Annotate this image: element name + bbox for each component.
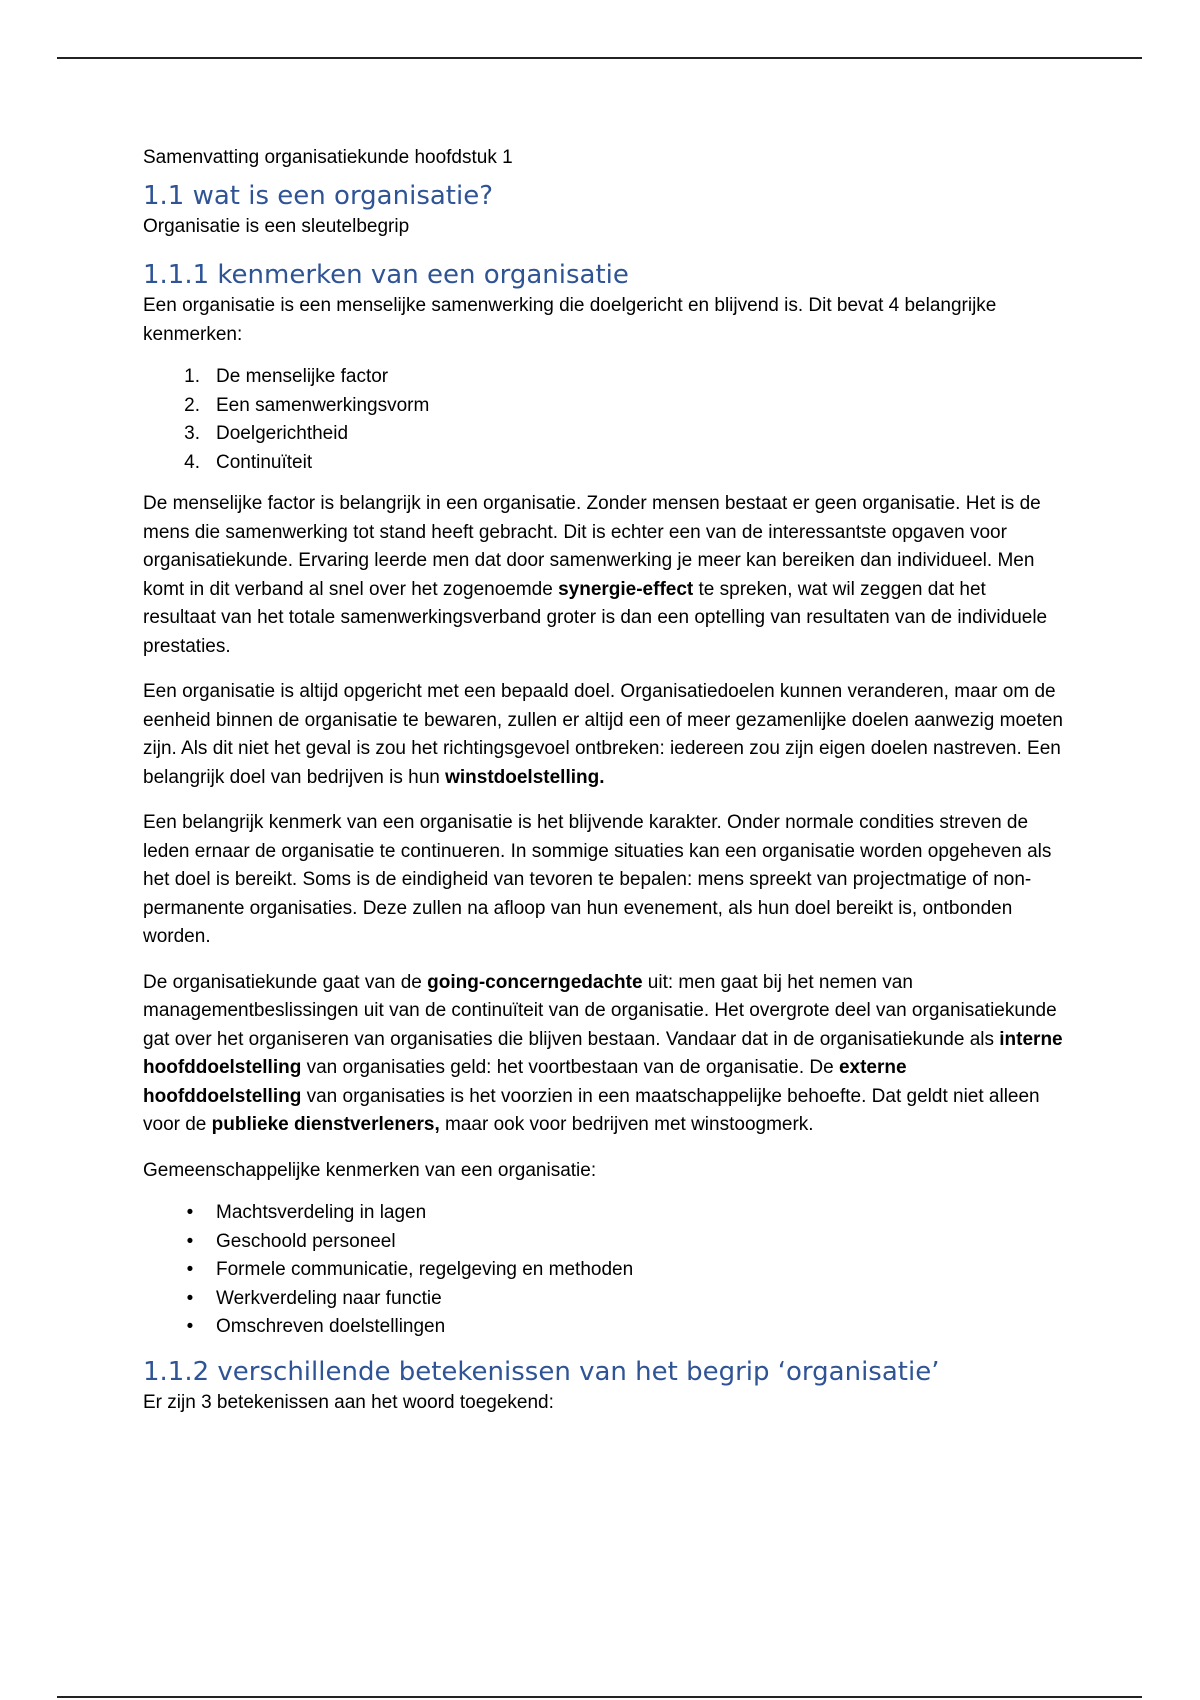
list-item [143, 420, 1063, 449]
list-number: 4. [184, 451, 200, 473]
term-interne-hoofddoelstelling: interne hoofddoelstelling [143, 1028, 1063, 1078]
list-number: 1. [184, 366, 200, 387]
kenmerken-list [143, 363, 1063, 477]
section-1-1-intro: Organisatie is een sleutelbegrip [143, 215, 410, 237]
list-item-text: Continuïteit [216, 451, 313, 473]
section-1-1-2-intro: Er zijn 3 betekenissen aan het woord toegekend: [143, 1391, 554, 1413]
header-rule [57, 57, 1142, 59]
list-number: 3. [184, 423, 200, 444]
gemeenschappelijke-kenmerken-list [143, 1199, 1063, 1342]
paragraph-gemeenschappelijke-kenmerken: Gemeenschappelijke kenmerken van een organisatie: [143, 1159, 597, 1181]
list-item [143, 1199, 1063, 1228]
list-item [143, 1285, 1063, 1314]
list-item-text: Werkverdeling naar functie [216, 1287, 442, 1309]
bullet-icon: • [186, 1316, 194, 1337]
list-number: 2. [184, 394, 200, 416]
list-item-text: De menselijke factor [216, 366, 389, 387]
list-item-text: Doelgerichtheid [216, 423, 349, 444]
list-item-text: Geschoold personeel [216, 1230, 396, 1252]
term-going-concern: going-concerngedachte [427, 971, 643, 993]
paragraph-going-concern: De organisatiekunde gaat van de going-concerngedachte uit: men gaat bij het nemen van managementbeslissingen uit van de continuïteit van de organisatie. Het overgrote deel van organisatiekunde gat over het organiseren van organisaties die blijven bestaan. Vandaar dat in de organisatiekunde als interne hoofddoelstelling van organisaties geld: het voortbestaan van de organisatie. De externe hoofddoelstelling van organisaties is het voorzien in een maatschappelijke behoefte. Dat geldt niet alleen voor de publieke dienstverleners, maar ook voor bedrijven met winstoogmerk. [143, 971, 1063, 1135]
term-synergie-effect: synergie-effect [558, 578, 694, 600]
section-1-1-1-intro: Een organisatie is een menselijke samenwerking die doelgericht en blijvend is. Dit bevat 4 belangrijke kenmerken: [143, 295, 997, 345]
list-item [143, 363, 1063, 392]
term-publieke-dienstverleners: publieke dienstverleners, [211, 1114, 440, 1135]
section-heading-1-1: 1.1 wat is een organisatie? [143, 180, 494, 211]
bullet-icon: • [186, 1287, 194, 1309]
list-item [143, 392, 1063, 421]
list-item-text: Een samenwerkingsvorm [216, 394, 430, 416]
list-item [143, 1256, 1063, 1285]
list-item-text: Omschreven doelstellingen [216, 1316, 446, 1337]
term-winstdoelstelling: winstdoelstelling. [445, 766, 605, 788]
bullet-icon: • [186, 1202, 194, 1223]
document-page [143, 144, 1063, 1434]
section-heading-1-1-1: 1.1.1 kenmerken van een organisatie [143, 260, 629, 290]
paragraph-menselijke-factor: De menselijke factor is belangrijk in een organisatie. Zonder mensen bestaat er geen organisatie. Het is de mens die samenwerking tot stand heeft gebracht. Dit is echter een van de interessantste opgaven voor organisatiekunde. Ervaring leerde men dat door samenwerking je meer kan bereiken dan individueel. Men komt in dit verband al snel over het zogenoemde synergie-effect te spreken, wat wil zeggen dat het resultaat van het totale samenwerkingsverband groter is dan een optelling van resultaten van de individuele prestaties. [143, 493, 1048, 657]
term-externe-hoofddoelstelling: externe hoofddoelstelling [143, 1057, 907, 1107]
list-item-text: Formele communicatie, regelgeving en methoden [216, 1259, 634, 1280]
list-item [143, 1313, 1063, 1342]
section-heading-1-1-2: 1.1.2 verschillende betekenissen van het begrip ‘organisatie’ [143, 1356, 940, 1387]
list-item [143, 1228, 1063, 1257]
bullet-icon: • [186, 1259, 194, 1280]
list-item [143, 449, 1063, 478]
list-item-text: Machtsverdeling in lagen [216, 1202, 427, 1223]
document-title: Samenvatting organisatiekunde hoofdstuk 1 [143, 147, 513, 168]
paragraph-blijvend: Een belangrijk kenmerk van een organisatie is het blijvende karakter. Onder normale condities streven de leden ernaar de organisatie te continueren. In sommige situaties kan een organisatie worden opgeheven als het doel is bereikt. Soms is de eindigheid van tevoren te bepalen: mens spreekt van projectmatige of non-permanente organisaties. Deze zullen na afloop van hun evenement, als hun doel bereikt is, ontbonden worden. [143, 812, 1052, 947]
bullet-icon: • [186, 1230, 194, 1252]
footer-rule [57, 1696, 1142, 1698]
paragraph-doel: Een organisatie is altijd opgericht met een bepaald doel. Organisatiedoelen kunnen veranderen, maar om de eenheid binnen de organisatie te bewaren, zullen er altijd een of meer gezamenlijke doelen aanwezig moeten zijn. Als dit niet het geval is zou het richtingsgevoel ontbreken: iedereen zou zijn eigen doelen nastreven. Een belangrijk doel van bedrijven is hun winstdoelstelling. [143, 681, 1063, 788]
